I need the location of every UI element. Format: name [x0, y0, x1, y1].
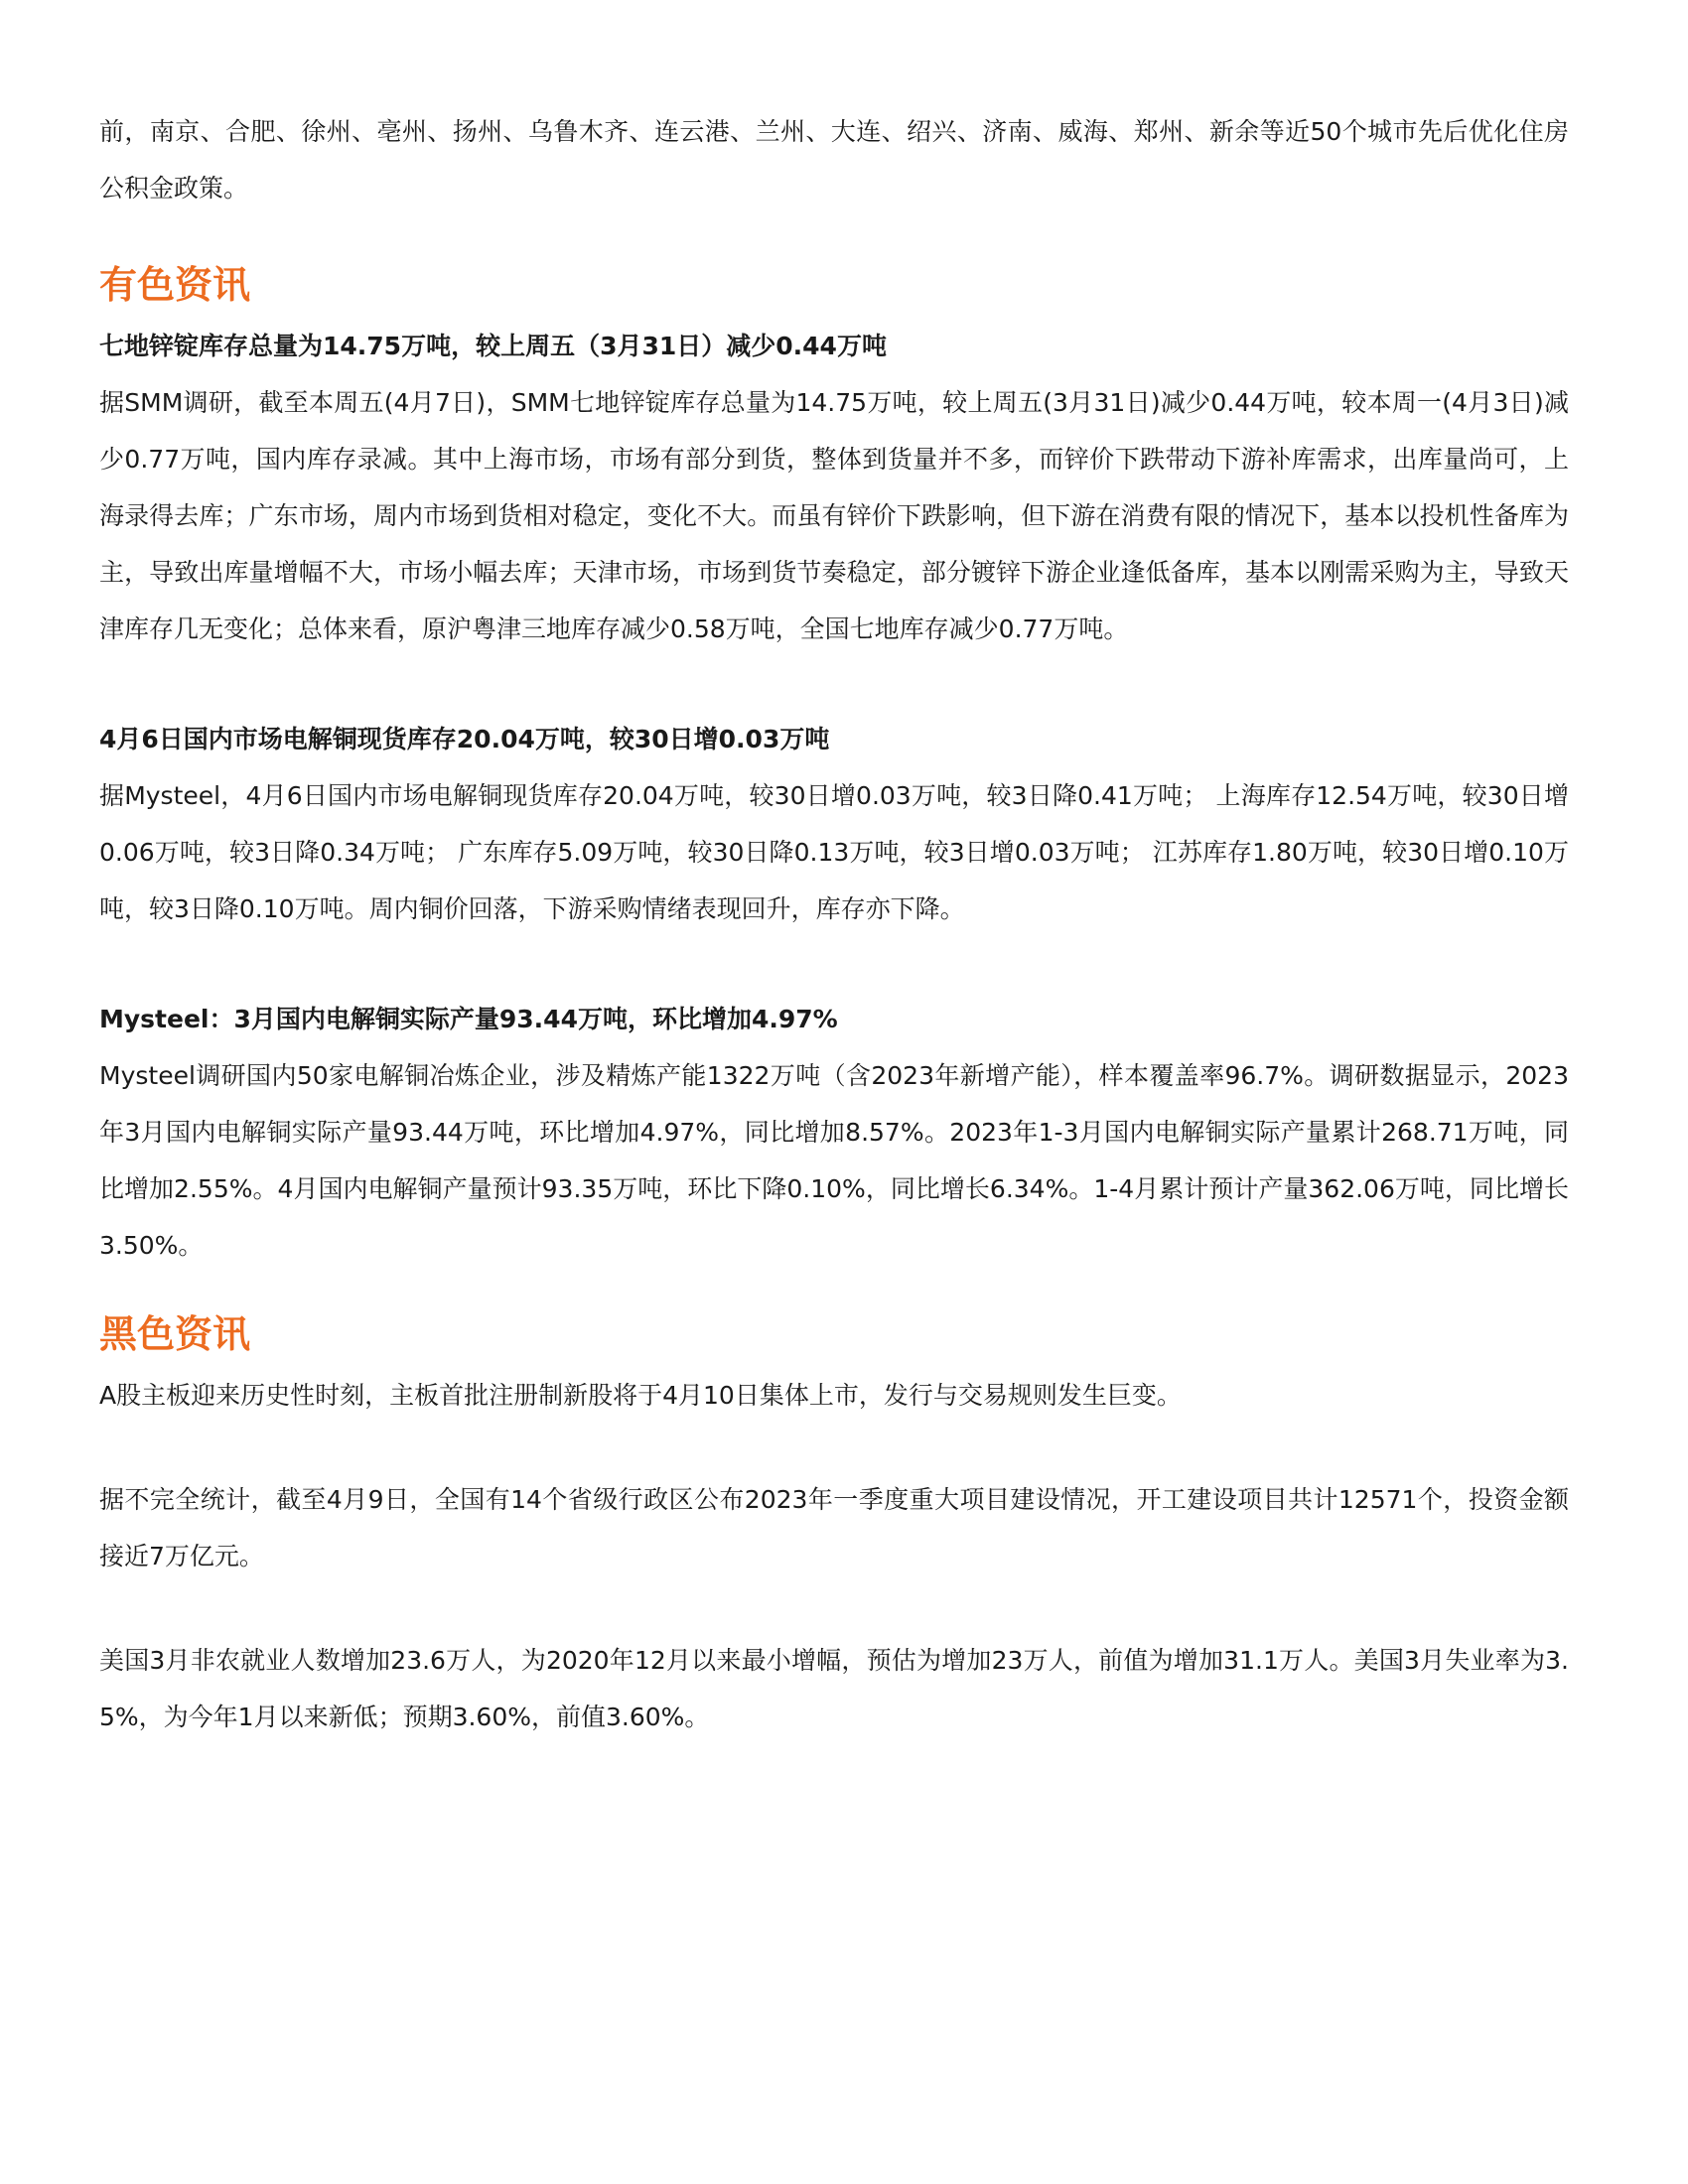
- spacer: [99, 1584, 1569, 1632]
- ferrous-paragraph-ipo: A股主板迎来历史性时刻，主板首批注册制新股将于4月10日集体上市，发行与交易规则发生巨变。: [99, 1381, 1182, 1410]
- news-title: 七地锌锭库存总量为14.75万吨，较上周五（3月31日）减少0.44万吨: [99, 332, 887, 360]
- news-item-zinc-inventory: [99, 318, 1569, 657]
- news-body: 据Mysteel，4月6日国内市场电解铜现货库存20.04万吨，较30日增0.03万吨，较3日降0.41万吨； 上海库存12.54万吨，较30日增0.06万吨，较3日降0.34万吨； 广东库存5.09万吨，较30日降0.13万吨，较3日增0.03万吨； 江苏库存1.80万吨，较30日增0.10万吨，较3日降0.10万吨。周内铜价回落，下游采购情绪表现回升，库存亦下降。: [99, 781, 1569, 923]
- news-title: 4月6日国内市场电解铜现货库存20.04万吨，较30日增0.03万吨: [99, 725, 830, 753]
- ferrous-paragraph-projects: 据不完全统计，截至4月9日，全国有14个省级行政区公布2023年一季度重大项目建设情况，开工建设项目共计12571个，投资金额接近7万亿元。: [99, 1485, 1569, 1570]
- news-item-copper-inventory: [99, 711, 1569, 937]
- spacer: [99, 937, 1569, 991]
- news-body: Mysteel调研国内50家电解铜冶炼企业，涉及精炼产能1322万吨（含2023年新增产能），样本覆盖率96.7%。调研数据显示，2023年3月国内电解铜实际产量93.44万吨，环比增加4.97%，同比增加8.57%。2023年1-3月国内电解铜实际产量累计268.71万吨，同比增加2.55%。4月国内电解铜产量预计93.35万吨，环比下降0.10%，同比增长6.34%。1-4月累计预计产量362.06万吨，同比增长3.50%。: [99, 1061, 1569, 1260]
- spacer: [99, 657, 1569, 711]
- section-heading-ferrous: 黑色资讯: [99, 1312, 251, 1356]
- spacer: [99, 1424, 1569, 1471]
- news-item-copper-output: [99, 991, 1569, 1274]
- news-title: Mysteel：3月国内电解铜实际产量93.44万吨，环比增加4.97%: [99, 1005, 838, 1033]
- section-heading-nonferrous: 有色资讯: [99, 263, 251, 307]
- ferrous-paragraph-us-jobs: 美国3月非农就业人数增加23.6万人，为2020年12月以来最小增幅，预估为增加23万人，前值为增加31.1万人。美国3月失业率为3.5%，为今年1月以来新低；预期3.60%，前值3.60%。: [99, 1646, 1569, 1731]
- intro-paragraph: 前，南京、合肥、徐州、亳州、扬州、乌鲁木齐、连云港、兰州、大连、绍兴、济南、威海、郑州、新余等近50个城市先后优化住房公积金政策。: [99, 117, 1569, 203]
- news-body: 据SMM调研，截至本周五(4月7日)，SMM七地锌锭库存总量为14.75万吨，较上周五(3月31日)减少0.44万吨，较本周一(4月3日)减少0.77万吨，国内库存录减。其中上海市场，市场有部分到货，整体到货量并不多，而锌价下跌带动下游补库需求，出库量尚可，上海录得去库；广东市场，周内市场到货相对稳定，变化不大。而虽有锌价下跌影响，但下游在消费有限的情况下，基本以投机性备库为主，导致出库量增幅不大，市场小幅去库；天津市场，市场到货节奏稳定，部分镀锌下游企业逢低备库，基本以刚需采购为主，导致天津库存几无变化；总体来看，原沪粤津三地库存减少0.58万吨，全国七地库存减少0.77万吨。: [99, 388, 1569, 643]
- document-page: [99, 103, 1569, 1745]
